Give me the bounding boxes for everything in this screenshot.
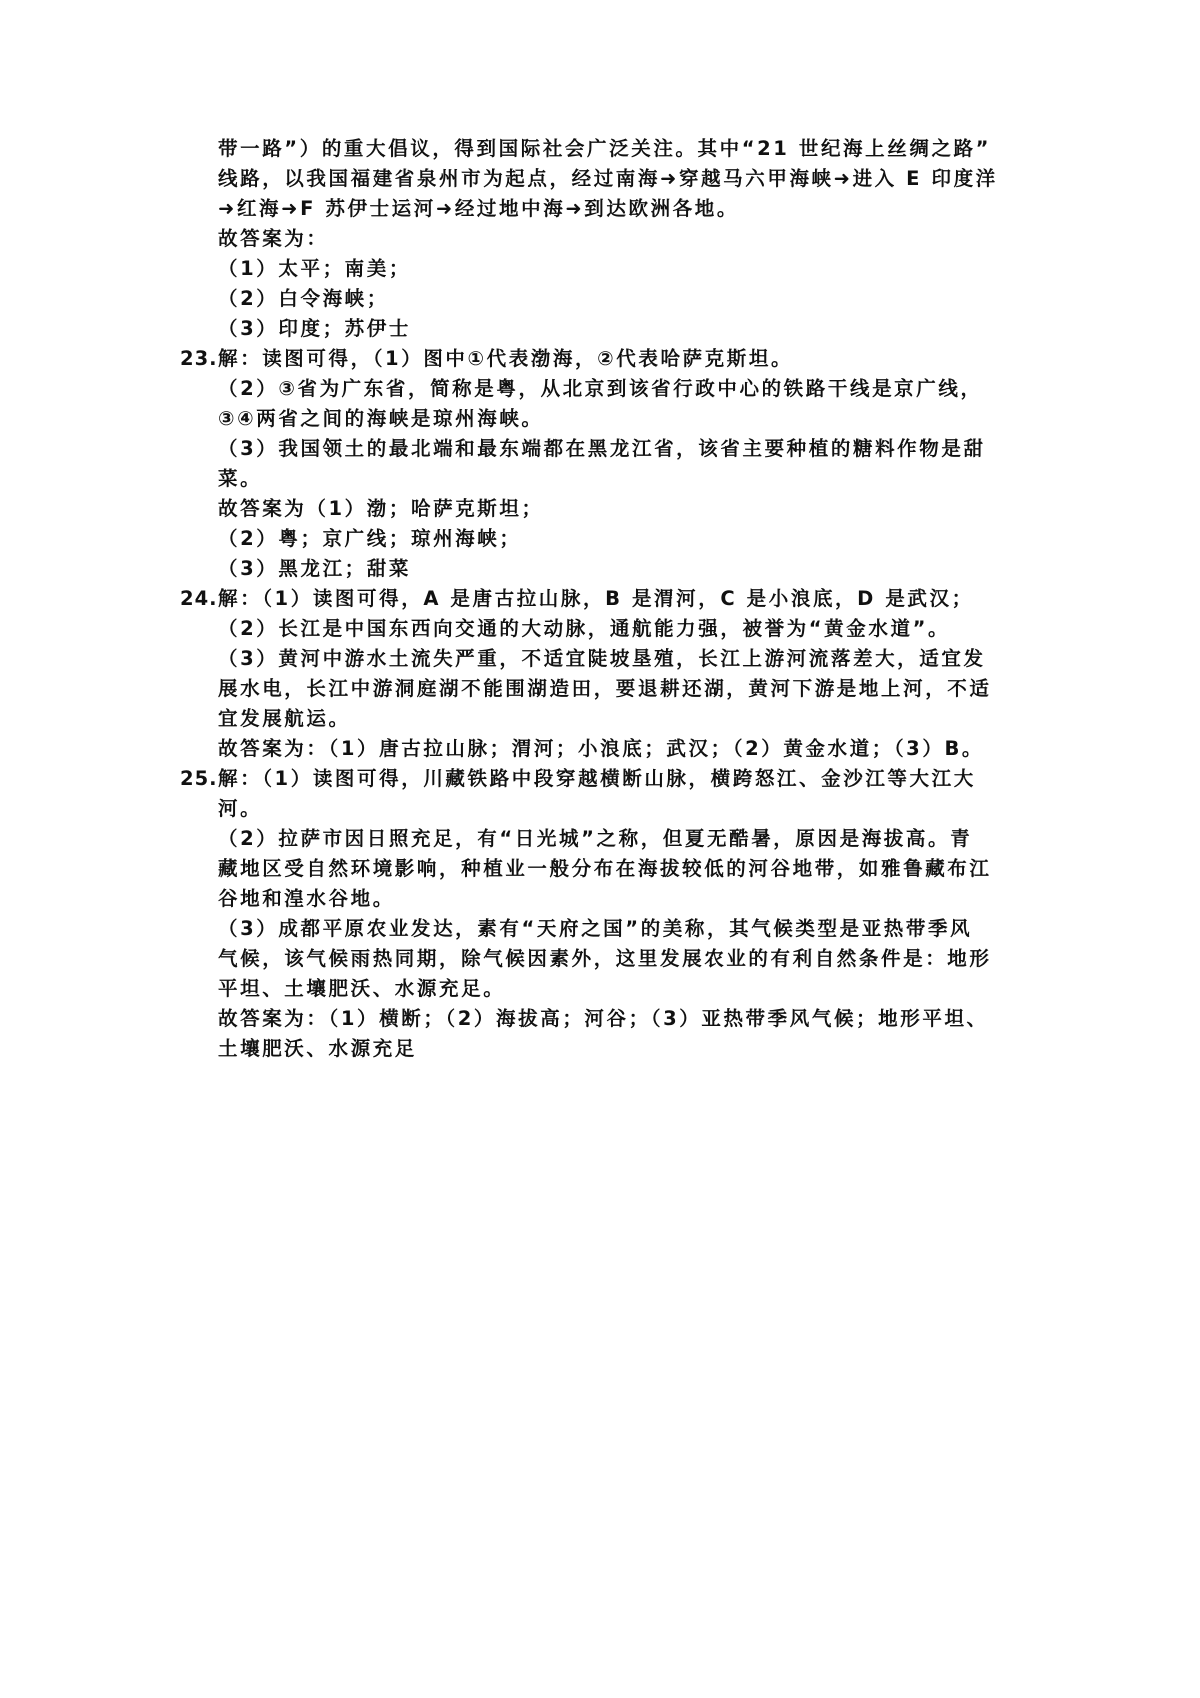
text-line: 展水电，长江中游洞庭湖不能围湖造田，要退耕还湖，黄河下游是地上河，不适: [218, 677, 992, 700]
text-line: （3）成都平原农业发达，素有“天府之国”的美称，其气候类型是亚热带季风: [218, 917, 973, 940]
text-line: （2）长江是中国东西向交通的大动脉，通航能力强，被誉为“黄金水道”。: [218, 617, 951, 640]
question-number: 25.: [180, 767, 218, 790]
text-line: ➜红海➜F 苏伊士运河➜经过地中海➜到达欧洲各地。: [218, 197, 739, 220]
text-line: 平坦、土壤肥沃、水源充足。: [218, 977, 506, 1000]
text-line: （3）印度；苏伊士: [218, 317, 411, 340]
text-line: ③④两省之间的海峡是琼州海峡。: [218, 407, 544, 430]
text-line: 解：读图可得，（1）图中①代表渤海，②代表哈萨克斯坦。: [218, 347, 794, 370]
text-line: 故答案为：（1）唐古拉山脉；渭河；小浪底；武汉；（2）黄金水道；（3）B。: [218, 737, 985, 760]
question-number: 23.: [180, 347, 218, 370]
text-line: （1）太平；南美；: [218, 257, 411, 280]
text-line: 谷地和湟水谷地。: [218, 887, 395, 910]
text-line: 故答案为：: [218, 227, 329, 250]
text-line: 故答案为（1）渤；哈萨克斯坦；: [218, 497, 544, 520]
text-line: 故答案为：（1）横断；（2）海拔高；河谷；（3）亚热带季风气候；地形平坦、: [218, 1007, 989, 1030]
text-line: 解：（1）读图可得，A 是唐古拉山脉，B 是渭河，C 是小浪底，D 是武汉；: [218, 587, 974, 610]
text-line: （3）我国领土的最北端和最东端都在黑龙江省，该省主要种植的糖料作物是甜: [218, 437, 986, 460]
text-line: 藏地区受自然环境影响，种植业一般分布在海拔较低的河谷地带，如雅鲁藏布江: [218, 857, 992, 880]
text-line: （3）黑龙江；甜菜: [218, 557, 411, 580]
text-line: 气候，该气候雨热同期，除气候因素外，这里发展农业的有利自然条件是：地形: [218, 947, 992, 970]
text-line: （2）白令海峡；: [218, 287, 389, 310]
text-line: （2）③省为广东省，简称是粤，从北京到该省行政中心的铁路干线是京广线，: [218, 377, 983, 400]
text-line: 菜。: [218, 467, 263, 490]
text-line: 宜发展航运。: [218, 707, 351, 730]
question-number: 24.: [180, 587, 218, 610]
text-line: （2）粤；京广线；琼州海峡；: [218, 527, 522, 550]
text-line: （2）拉萨市因日照充足，有“日光城”之称，但夏无酷暑，原因是海拔高。青: [218, 827, 973, 850]
text-line: 土壤肥沃、水源充足: [218, 1037, 417, 1060]
text-line: （3）黄河中游水土流失严重，不适宜陡坡垦殖，长江上游河流落差大，适宜发: [218, 647, 986, 670]
text-line: 解：（1）读图可得，川藏铁路中段穿越横断山脉，横跨怒江、金沙江等大江大: [218, 767, 976, 790]
text-line: 线路，以我国福建省泉州市为起点，经过南海➜穿越马六甲海峡➜进入 E 印度洋: [218, 167, 998, 190]
text-line: 带一路”）的重大倡议，得到国际社会广泛关注。其中“21 世纪海上丝绸之路”: [218, 137, 992, 160]
text-line: 河。: [218, 797, 263, 820]
